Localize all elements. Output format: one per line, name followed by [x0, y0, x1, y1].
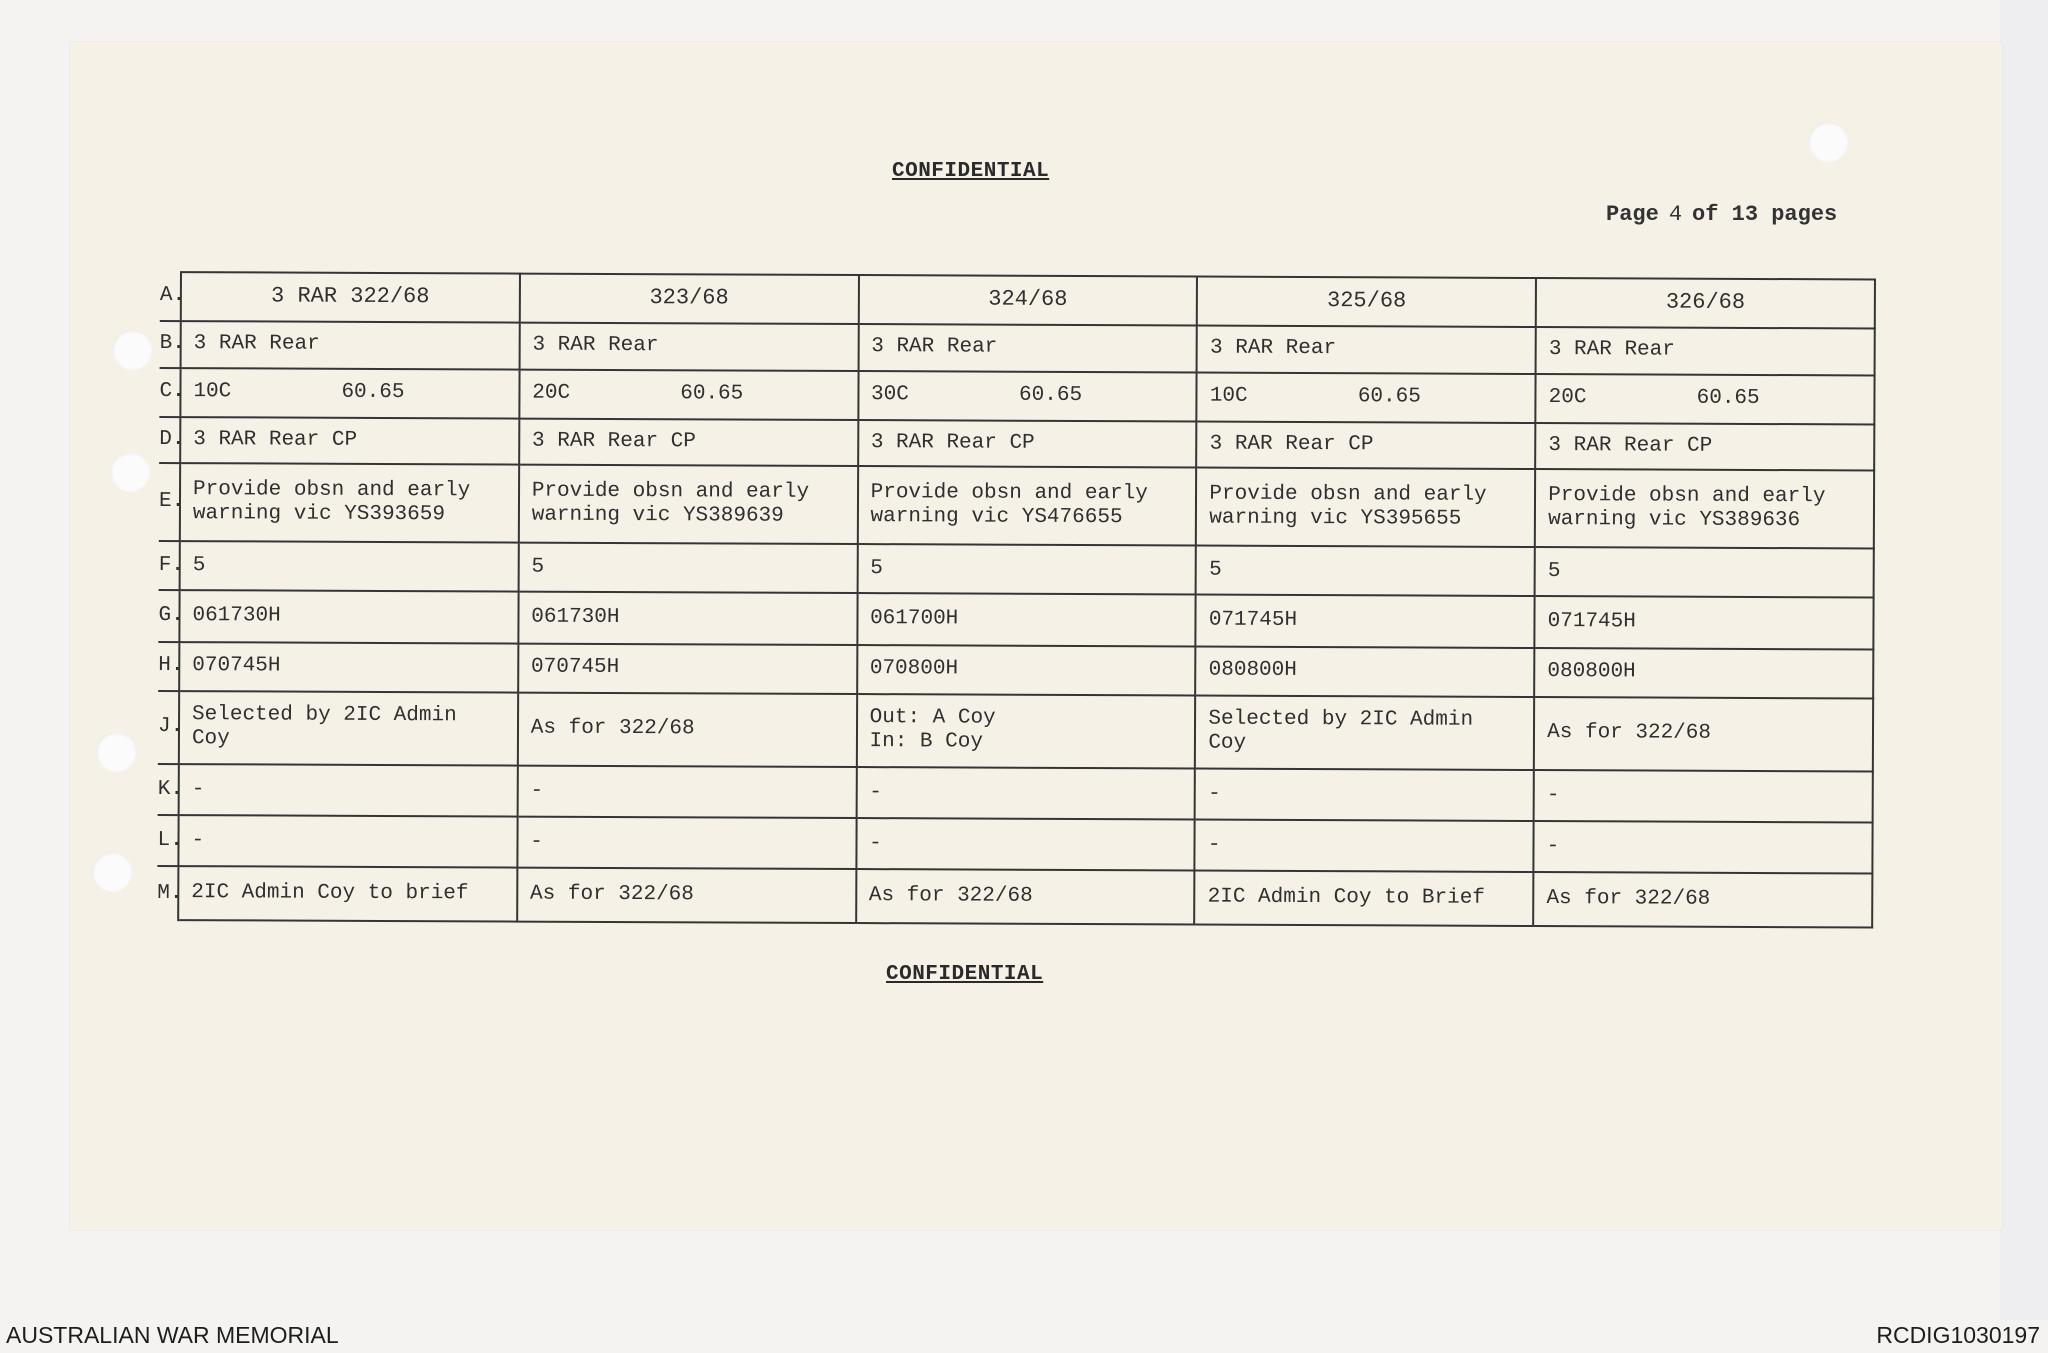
serial-table — [157, 271, 1876, 928]
table-cell — [1534, 697, 1873, 772]
row-key: C. — [159, 368, 180, 417]
cell-code: 20C — [532, 381, 571, 406]
cell-line: 071745H — [1208, 608, 1298, 632]
row-key: G. — [158, 590, 179, 641]
cell-line: warning vic YS393659 — [192, 502, 446, 527]
punch-hole — [96, 732, 136, 772]
cell-line: - — [1546, 834, 1560, 858]
cell-code: 10C — [193, 380, 232, 404]
cell-line: 324/68 — [988, 287, 1068, 313]
cell-value: 60.65 — [341, 381, 405, 405]
table-cell — [857, 593, 1196, 646]
table-cell — [180, 464, 519, 543]
table-cell — [1195, 871, 1534, 926]
cell-code: 10C — [1209, 384, 1248, 408]
punch-hole — [110, 452, 150, 492]
table-cell — [180, 368, 519, 418]
table-cell — [1536, 278, 1875, 328]
cell-line: 325/68 — [1326, 288, 1407, 314]
cell-line: 3 RAR Rear CP — [870, 431, 1035, 455]
cell-value: 60.65 — [1696, 386, 1760, 411]
table-cell — [517, 817, 856, 870]
cell-line: 3 RAR Rear CP — [1209, 432, 1374, 457]
table-cell — [1536, 374, 1875, 424]
table-cell — [179, 642, 518, 692]
table-cell — [181, 272, 520, 322]
table-cell — [858, 371, 1197, 421]
cell-line: 3 RAR Rear CP — [193, 428, 358, 452]
cell-line: 3 RAR Rear — [193, 332, 320, 357]
row-key: M. — [157, 866, 178, 920]
cell-line: As for 322/68 — [1546, 887, 1711, 912]
table-cell — [1196, 546, 1535, 596]
cell-line: 080800H — [1208, 658, 1297, 683]
table-cell — [856, 818, 1195, 871]
document-page — [70, 42, 2002, 1230]
page-suffix: pages — [1771, 202, 1838, 227]
table-cell — [1196, 595, 1535, 648]
table-cell — [517, 766, 856, 819]
cell-line: 5 — [870, 556, 883, 581]
table-cell — [178, 867, 517, 922]
page-number: 4 — [1668, 202, 1683, 227]
cell-line: 3 RAR Rear — [1210, 336, 1337, 361]
table-cell — [518, 592, 857, 645]
table-cell — [1196, 646, 1535, 696]
table-cell — [1535, 469, 1874, 548]
cell-line: 061700H — [870, 607, 959, 631]
cell-line: 5 — [1547, 559, 1561, 584]
table-cell — [1534, 821, 1873, 874]
table-cell — [858, 275, 1197, 325]
archive-image-id: RCDIG1030197 — [1876, 1322, 2040, 1348]
cell-line: 070800H — [869, 657, 959, 681]
table-cell — [856, 767, 1195, 820]
cell-line: 061730H — [531, 605, 620, 629]
table-row — [160, 272, 1875, 328]
table-cell — [1195, 695, 1534, 770]
cell-line: As for 322/68 — [1547, 721, 1712, 746]
cell-line: - — [869, 831, 882, 856]
cell-line: 2IC Admin Coy to Brief — [1207, 885, 1485, 911]
archive-credit: AUSTRALIAN WAR MEMORIAL — [6, 1322, 339, 1348]
cell-line: 3 RAR 322/68 — [271, 283, 430, 310]
table-cell — [858, 420, 1197, 468]
cell-line: - — [869, 780, 882, 804]
row-key: H. — [158, 642, 179, 691]
cell-line: 3 RAR Rear CP — [532, 429, 696, 454]
table-row — [159, 463, 1874, 548]
page-number-line — [1606, 202, 1837, 227]
table-cell — [178, 815, 517, 868]
cell-line: 3 RAR Rear CP — [1548, 434, 1713, 458]
row-key: J. — [158, 691, 179, 765]
page-of: of 13 — [1692, 202, 1759, 227]
table-cell — [1535, 596, 1874, 649]
table-cell — [518, 643, 857, 693]
cell-line: 323/68 — [649, 285, 729, 311]
table-cell — [1195, 820, 1534, 873]
punch-hole — [112, 330, 152, 370]
table-cell — [856, 694, 1195, 769]
table-cell — [1197, 326, 1536, 374]
table-cell — [1534, 648, 1873, 698]
cell-value: 60.65 — [680, 382, 744, 406]
cell-line: - — [1546, 783, 1560, 807]
table-cell — [1535, 547, 1874, 597]
cell-line: Coy — [1208, 731, 1247, 756]
cell-line: warning vic YS395655 — [1209, 507, 1462, 532]
table-row — [159, 541, 1874, 597]
cell-line: Selected by 2IC Admin — [192, 703, 457, 728]
cell-line: 2IC Admin Coy to brief — [191, 881, 469, 906]
table-cell — [179, 764, 518, 817]
table-cell — [180, 417, 519, 465]
table-cell — [857, 645, 1196, 695]
cell-line: warning vic YS389636 — [1548, 508, 1801, 533]
table-row — [157, 866, 1872, 927]
table-cell — [1197, 421, 1536, 469]
cell-line: 326/68 — [1665, 290, 1746, 316]
header-classification: CONFIDENTIAL — [892, 160, 1050, 183]
table-cell — [519, 418, 858, 466]
cell-line: warning vic YS389639 — [531, 504, 784, 529]
row-key: F. — [159, 541, 180, 590]
table-cell — [1195, 769, 1534, 822]
cell-value: 60.65 — [1019, 383, 1083, 408]
cell-line: In: B Coy — [869, 730, 984, 754]
table-row — [158, 590, 1873, 649]
cell-line: - — [1208, 782, 1221, 806]
table-cell — [520, 274, 859, 324]
table-cell — [179, 691, 518, 766]
table-cell — [1197, 372, 1536, 422]
row-key: K. — [158, 764, 179, 815]
cell-line: Selected by 2IC Admin — [1208, 707, 1474, 733]
cell-line: 3 RAR Rear — [1548, 338, 1675, 362]
table-cell — [1536, 327, 1875, 375]
table-row — [158, 691, 1873, 772]
scan-background — [2000, 0, 2048, 1320]
table-cell — [856, 870, 1195, 925]
row-key: D. — [159, 417, 180, 464]
cell-line: 080800H — [1547, 660, 1636, 684]
cell-line: - — [191, 777, 205, 801]
table-cell — [1196, 468, 1535, 547]
table-row — [159, 368, 1874, 424]
cell-value: 60.65 — [1357, 385, 1421, 409]
cell-line: As for 322/68 — [530, 716, 695, 741]
cell-line: 5 — [1209, 558, 1222, 582]
cell-line: - — [530, 779, 544, 803]
table-row — [158, 642, 1873, 698]
table-cell — [1533, 872, 1872, 927]
table-cell — [858, 324, 1197, 372]
cell-line: 070745H — [531, 655, 620, 680]
table-cell — [519, 323, 858, 371]
cell-line: 071745H — [1547, 610, 1636, 634]
cell-line: Provide obsn and early — [1209, 483, 1487, 508]
table-row — [158, 764, 1873, 823]
cell-line: Coy — [191, 727, 230, 751]
punch-hole — [1808, 122, 1848, 162]
cell-line: - — [530, 830, 543, 854]
table-cell — [518, 692, 857, 767]
footer-classification: CONFIDENTIAL — [886, 963, 1044, 986]
table-cell — [519, 465, 858, 544]
table-cell — [857, 467, 1196, 546]
cell-code: 20C — [1548, 386, 1587, 410]
punch-hole — [92, 852, 132, 892]
row-key: L. — [157, 815, 178, 866]
cell-line: 5 — [192, 554, 206, 578]
cell-line: Provide obsn and early — [192, 478, 471, 503]
cell-line: 3 RAR Rear — [532, 333, 659, 358]
table-cell — [179, 590, 518, 643]
cell-line: As for 322/68 — [530, 882, 694, 907]
cell-line: 3 RAR Rear — [871, 335, 998, 360]
cell-line: Out: A Coy — [869, 706, 996, 730]
cell-line: 5 — [531, 555, 545, 579]
table-cell — [518, 543, 857, 593]
cell-line: warning vic YS476655 — [870, 505, 1123, 530]
table-cell — [181, 321, 520, 369]
cell-line: - — [191, 829, 205, 853]
table-row — [159, 417, 1874, 471]
table-cell — [1535, 423, 1874, 471]
cell-line: Provide obsn and early — [531, 480, 810, 505]
cell-line: - — [1207, 833, 1221, 857]
table-cell — [857, 544, 1196, 594]
page-label: Page — [1606, 202, 1659, 227]
row-key: A. — [160, 272, 181, 321]
cell-line: 061730H — [192, 604, 281, 628]
table-cell — [519, 369, 858, 419]
table-row — [157, 815, 1872, 874]
cell-line: As for 322/68 — [868, 884, 1033, 909]
cell-line: Provide obsn and early — [1548, 484, 1826, 509]
row-key: E. — [159, 463, 180, 541]
table-cell — [1534, 770, 1873, 823]
table-row — [160, 321, 1875, 375]
table-cell — [1197, 277, 1536, 327]
cell-code: 30C — [871, 383, 909, 407]
table-cell — [180, 541, 519, 591]
row-key: B. — [160, 321, 181, 368]
table-cell — [517, 868, 856, 923]
cell-line: Provide obsn and early — [870, 481, 1148, 506]
cell-line: 070745H — [192, 654, 281, 678]
